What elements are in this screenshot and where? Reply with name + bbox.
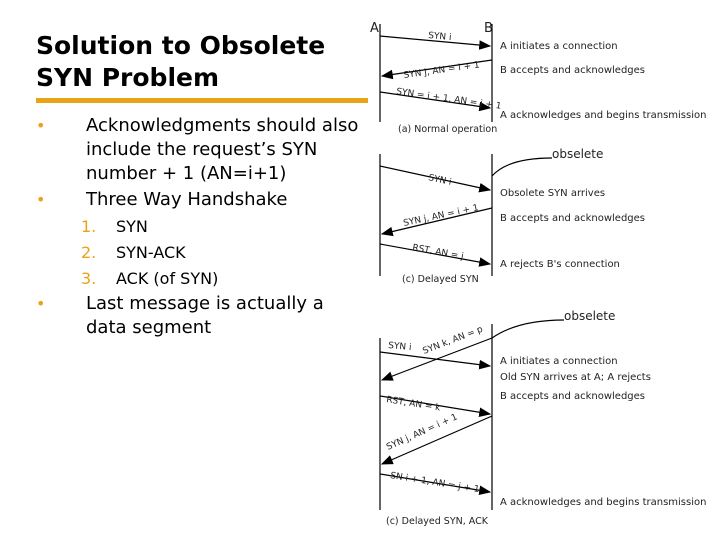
bullet-text: Last message is actually a data segment (86, 293, 324, 338)
handshake-diagram (368, 14, 708, 534)
msg-label: SYN = i + 1, AN = j + 1 (395, 87, 503, 112)
msg-label: SYN k, AN = p (421, 324, 485, 357)
msg-label: SYN j, AN = i + 1 (385, 412, 460, 453)
sub-item-number: 3. (81, 269, 97, 288)
bullet-item (34, 292, 364, 340)
obsolete-curve (492, 320, 564, 338)
msg-label: RST, AN = k (385, 395, 441, 414)
desc-text: B accepts and acknowledges (500, 391, 646, 402)
sub-item-text: ACK (of SYN) (116, 269, 219, 288)
desc-text: A acknowledges and begins transmission (500, 110, 707, 121)
msg-label: SYN i (427, 31, 452, 44)
msg-label: SYN j, AN = i + 1 (403, 60, 481, 81)
scenario-delayed-syn-ack (380, 309, 706, 527)
obsolete-label: obselete (552, 147, 604, 161)
arrow-syn (380, 352, 490, 366)
desc-text: B accepts and acknowledges (500, 213, 646, 224)
sub-item-text: SYN (116, 217, 148, 236)
sub-item-text: SYN-ACK (116, 243, 186, 262)
bullet-item (34, 188, 364, 212)
caption: (c) Delayed SYN (402, 274, 479, 285)
title-line-1: Solution to Obsolete (36, 31, 326, 60)
msg-label: SYN i (387, 341, 412, 354)
desc-text: B accepts and acknowledges (500, 65, 646, 76)
title-line-2: SYN Problem (36, 63, 220, 92)
bullet-list (34, 114, 364, 342)
desc-text: A acknowledges and begins transmission (500, 497, 707, 508)
obsolete-curve (492, 158, 552, 176)
caption: (a) Normal operation (398, 124, 498, 135)
bullet-dot-icon: • (36, 294, 46, 313)
msg-label: SYN i (427, 173, 453, 188)
bullet-dot-icon: • (36, 116, 46, 135)
caption: (c) Delayed SYN, ACK (386, 516, 488, 527)
sub-item (34, 266, 364, 292)
handshake-svg (368, 14, 708, 534)
bullet-dot-icon: • (36, 190, 46, 209)
bullet-text: Three Way Handshake (86, 189, 288, 210)
desc-text: A initiates a connection (500, 41, 618, 52)
msg-label: SYN j, AN = i + 1 (402, 203, 480, 229)
bullet-item (34, 114, 364, 186)
sub-item-number: 1. (81, 217, 97, 236)
title-underline (36, 98, 368, 103)
sub-item (34, 214, 364, 240)
desc-text: A initiates a connection (500, 356, 618, 367)
sub-item (34, 240, 364, 266)
desc-text: Old SYN arrives at A; A rejects (500, 372, 651, 383)
slide-title (36, 30, 366, 94)
scenario-normal (380, 24, 706, 135)
msg-label: SN i + 1, AN = j + 1 (389, 471, 481, 496)
sub-item-number: 2. (81, 243, 97, 262)
col-b-label: B (484, 21, 493, 36)
desc-text: Obsolete SYN arrives (500, 188, 606, 199)
msg-label: RST, AN = j (411, 243, 465, 262)
col-a-label: A (370, 21, 379, 36)
obsolete-label: obselete (564, 309, 616, 323)
desc-text: A rejects B's connection (500, 259, 620, 270)
bullet-text: Acknowledgments should also include the request’s SYN number + 1 (AN=i+1) (86, 115, 359, 184)
scenario-delayed-syn (380, 147, 645, 285)
